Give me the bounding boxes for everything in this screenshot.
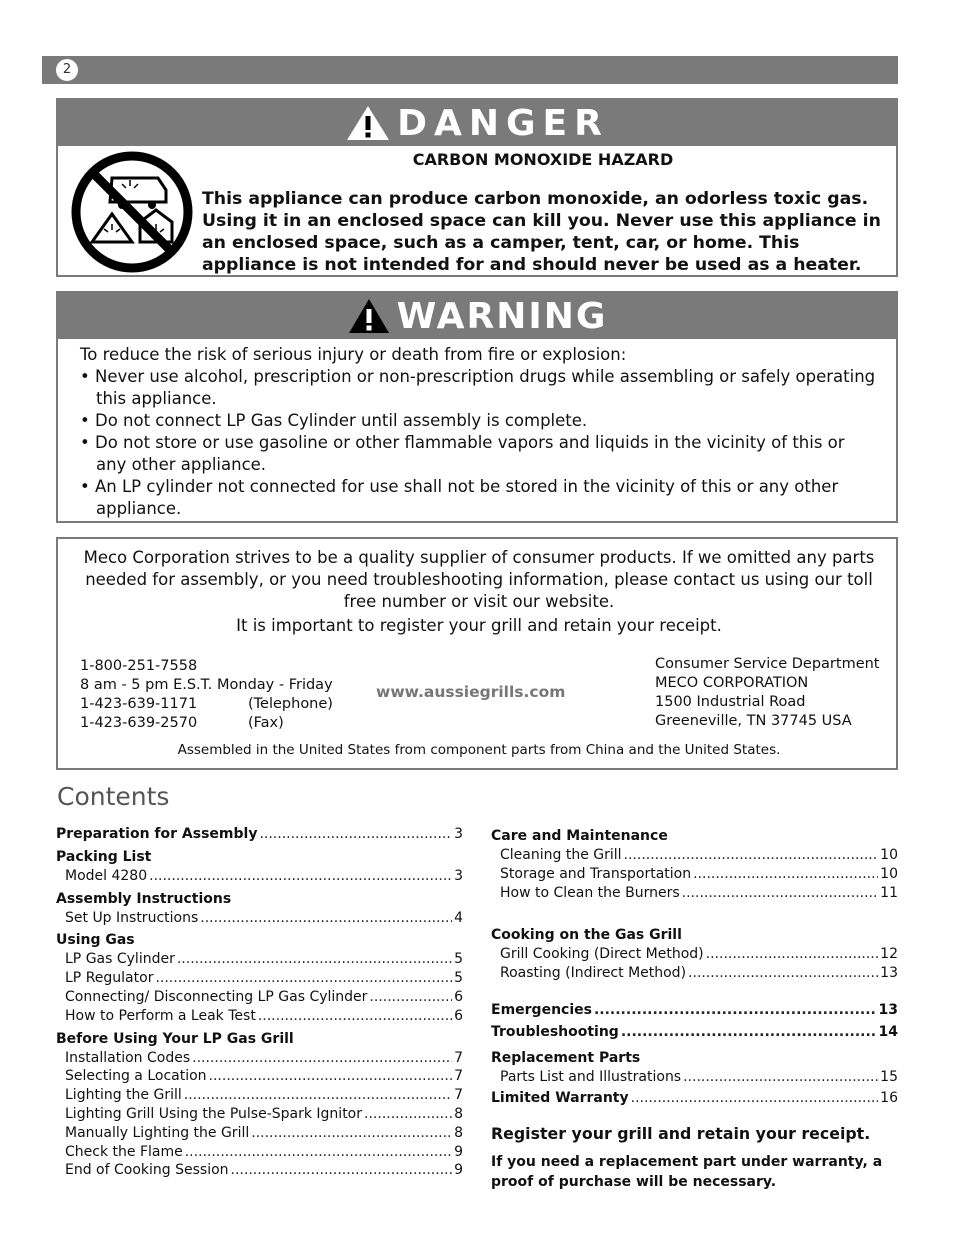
warning-item: • Do not connect LP Gas Cylinder until assembly is complete.: [80, 410, 876, 432]
toc-entry[interactable]: Lighting the Grill ..... 7: [56, 1087, 463, 1106]
warning-intro: To reduce the risk of serious injury or death from fire or explosion:: [80, 345, 627, 364]
warning-triangle-icon: [345, 104, 391, 142]
no-enclosed-space-icon: [70, 150, 194, 274]
page-header-bar: [42, 56, 898, 84]
toc-section-heading: Cooking on the Gas Grill: [491, 927, 682, 944]
warning-body: [58, 339, 896, 520]
telephone-label: (Telephone): [248, 696, 333, 712]
toc-entry[interactable]: Storage and Transportation ..... 10: [491, 866, 898, 885]
mailing-address: [655, 655, 880, 731]
toc-entry[interactable]: LP Regulator ..... 5: [56, 970, 463, 989]
danger-title: DANGER: [397, 102, 609, 144]
toc-section-heading: Packing List: [56, 848, 152, 865]
toc-entry[interactable]: Roasting (Indirect Method) ..... 13: [491, 965, 898, 984]
warning-box: [56, 291, 898, 523]
toc-entry[interactable]: End of Cooking Session ..... 9: [56, 1162, 463, 1181]
toc-entry[interactable]: Connecting/ Disconnecting LP Gas Cylinder ..... 6: [56, 989, 463, 1008]
warning-item: • Do not store or use gasoline or other flammable vapors and liquids in the vicinity of this or any other appliance.: [80, 432, 876, 476]
website-link[interactable]: www.aussiegrills.com: [376, 683, 566, 701]
danger-header: [58, 100, 896, 146]
toc-entry[interactable]: Emergencies ..... 13: [491, 1002, 898, 1024]
toc-entry[interactable]: Limited Warranty ..... 16: [491, 1090, 898, 1112]
address-line: Greeneville, TN 37745 USA: [655, 713, 852, 729]
toc-section-heading: Replacement Parts: [491, 1049, 641, 1066]
toc-section-heading: Assembly Instructions: [56, 890, 232, 907]
toc-entry[interactable]: Lighting Grill Using the Pulse-Spark Ignitor ..... 8: [56, 1106, 463, 1125]
danger-subtitle: CARBON MONOXIDE HAZARD: [412, 150, 674, 169]
warning-title: WARNING: [396, 295, 608, 337]
info-paragraph: Meco Corporation strives to be a quality supplier of consumer products. If we omitted any parts needed for assembly, or you need troubleshooting information, please contact us using our toll free number or visit our website.: [83, 548, 875, 611]
telephone-number: 1-423-639-1171: [80, 696, 198, 712]
toc-entry[interactable]: LP Gas Cylinder ..... 5: [56, 951, 463, 970]
warning-list: [80, 366, 876, 520]
address-line: Consumer Service Department: [655, 656, 880, 672]
toc-section-heading: Using Gas: [56, 932, 135, 949]
address-line: MECO CORPORATION: [655, 675, 809, 691]
toc-entry[interactable]: Grill Cooking (Direct Method) ..... 12: [491, 946, 898, 965]
toc-entry[interactable]: Set Up Instructions ..... 4: [56, 910, 463, 929]
fax-number: 1-423-639-2570: [80, 715, 198, 731]
toc-entry[interactable]: Troubleshooting ..... 14: [491, 1024, 898, 1046]
toc-entry[interactable]: Parts List and Illustrations ..... 15: [491, 1069, 898, 1088]
fax-label: (Fax): [248, 715, 284, 731]
contents-title: Contents: [57, 782, 170, 811]
toc-entry[interactable]: Manually Lighting the Grill ..... 8: [56, 1125, 463, 1144]
toc-entry[interactable]: How to Perform a Leak Test ..... 6: [56, 1008, 463, 1027]
toc-entry[interactable]: How to Clean the Burners ..... 11: [491, 885, 898, 904]
page-number: 2: [56, 59, 78, 81]
toll-free-number: 1-800-251-7558: [80, 658, 198, 674]
danger-text: This appliance can produce carbon monoxide, an odorless toxic gas. Using it in an enclosed space can kill you. Never use this appliance in an enclosed space, such as a camper, tent, car, or home. This appliance is not intended for and should never be used as a heater.: [202, 189, 881, 275]
toc-section-heading: Before Using Your LP Gas Grill: [56, 1030, 294, 1047]
warning-item: • An LP cylinder not connected for use shall not be stored in the vicinity of this or any other appliance.: [80, 476, 876, 520]
replacement-warranty-note: If you need a replacement part under warranty, a proof of purchase will be necessary.: [491, 1154, 883, 1190]
register-grill-note: Register your grill and retain your receipt.: [491, 1124, 871, 1143]
toc-entry[interactable]: Check the Flame ..... 9: [56, 1144, 463, 1163]
contact-info-box: [56, 537, 898, 770]
service-hours: 8 am - 5 pm E.S.T. Monday - Friday: [80, 677, 333, 693]
toc-entry[interactable]: Cleaning the Grill ..... 10: [491, 847, 898, 866]
register-reminder: It is important to register your grill and retain your receipt.: [236, 616, 722, 635]
warning-triangle-icon: [347, 297, 391, 335]
danger-box: [56, 98, 898, 277]
toc-entry[interactable]: Selecting a Location ..... 7: [56, 1068, 463, 1087]
toc-right-column: [491, 826, 898, 1112]
toc-entry[interactable]: Preparation for Assembly ..... 3: [56, 826, 463, 845]
warning-item: • Never use alcohol, prescription or non-prescription drugs while assembling or safely operating this appliance.: [80, 366, 876, 410]
address-line: 1500 Industrial Road: [655, 694, 806, 710]
toc-entry[interactable]: Model 4280 ..... 3: [56, 868, 463, 887]
phone-contacts: [80, 657, 333, 733]
assembly-origin-note: Assembled in the United States from component parts from China and the United States.: [177, 742, 781, 758]
toc-entry[interactable]: Installation Codes ..... 7: [56, 1050, 463, 1069]
toc-section-heading: Care and Maintenance: [491, 828, 668, 844]
warning-header: [58, 293, 896, 339]
toc-left-column: [56, 826, 463, 1181]
